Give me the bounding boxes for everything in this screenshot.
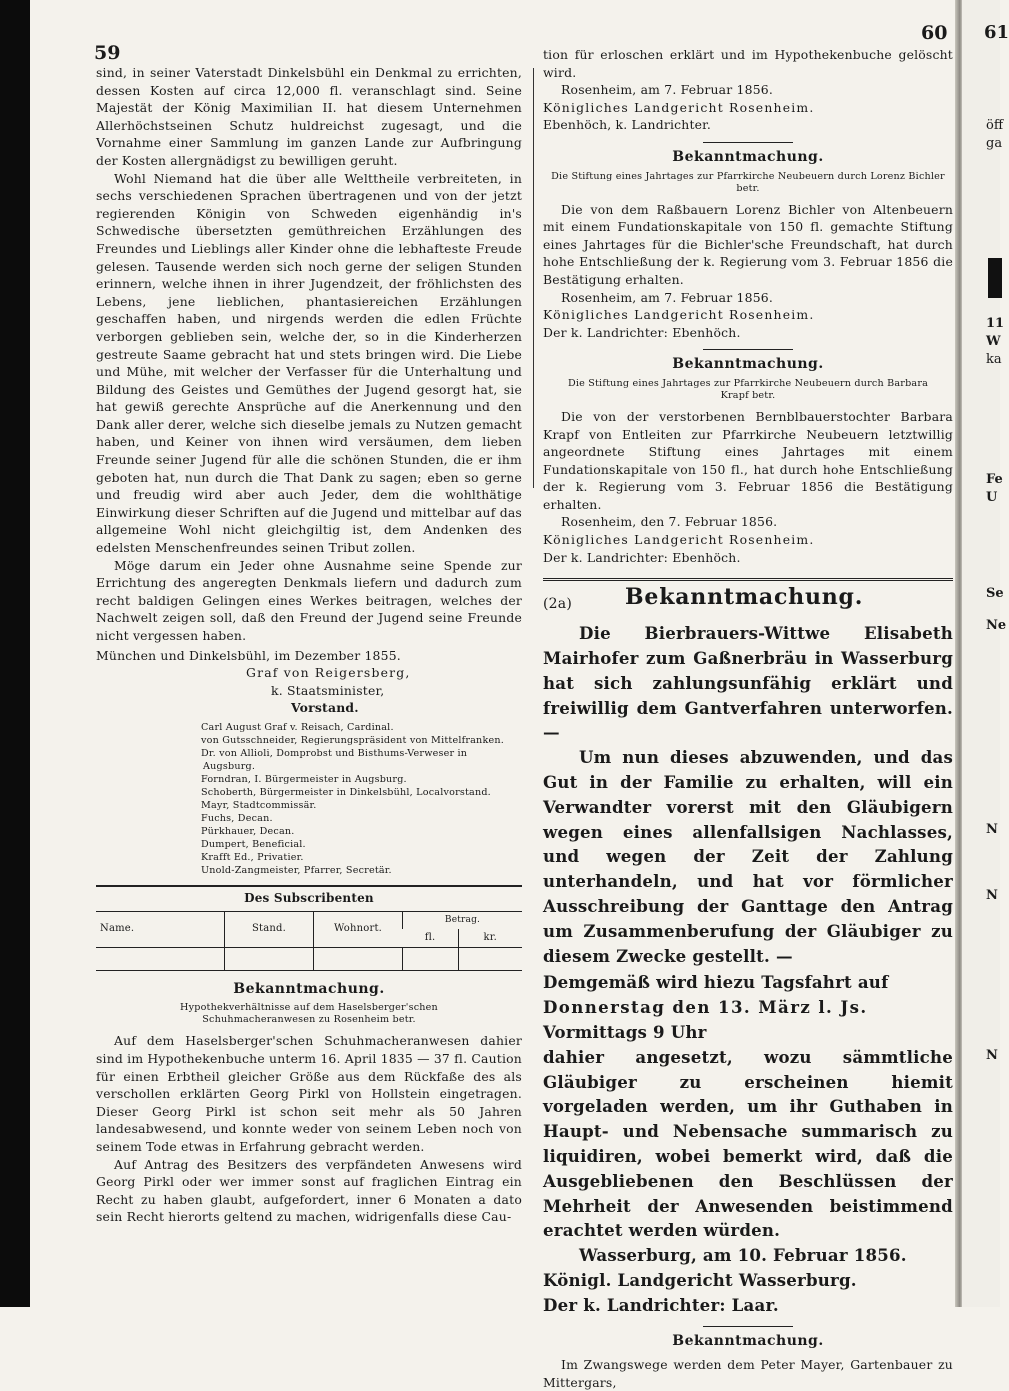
divider — [96, 970, 522, 971]
committee-member: Pürkhauer, Decan. — [201, 825, 295, 837]
committee-member: von Gutsschneider, Regierungspräsident von Mittelfranken. — [201, 734, 504, 746]
paragraph: tion für erloschen erklärt und im Hypothekenbuche gelöscht wird. — [543, 47, 953, 80]
court-name: Königliches Landgericht Rosenheim. — [543, 532, 815, 548]
subs-col-betrag: Betrag. — [403, 912, 523, 930]
committee-member: Forndran, I. Bürgermeister in Augsburg. — [201, 773, 407, 785]
divider — [96, 885, 522, 887]
next-page-fragment: ga — [986, 136, 1003, 151]
place-date: Wasserburg, am 10. Februar 1856. — [579, 1245, 907, 1266]
subs-cell — [403, 947, 459, 970]
next-page-fragment: N — [986, 822, 998, 837]
column-rule — [533, 68, 534, 488]
subs-cell — [96, 947, 225, 970]
paragraph: Auf dem Haselsberger'schen Schuhmacheranwesen dahier sind im Hypothekenbuche unterm 16. April 1835 — 37 fl. Caution für einen Erbtheil gleicher Größe aus dem Rückfaße des als verschollen erklärten Georg Pirkl von Hollstein eingetragen. Dieser Georg Pirkl ist schon seit mehr als 50 Jahren landesabwesend, und konnte weder von seinem Leben noch von seinem Tode etwas in Erfahrung gebracht werden. — [96, 1033, 522, 1154]
next-page-fragment: W — [986, 334, 1001, 349]
next-page-fragment: N — [986, 888, 998, 903]
next-page-fragment: N — [986, 1048, 998, 1063]
judge-name: Ebenhöch, k. Landrichter. — [543, 117, 712, 133]
next-page-fragment: Fe — [986, 472, 1003, 487]
committee-member: Fuchs, Decan. — [201, 812, 273, 824]
next-page-fragment: öff — [986, 118, 1004, 133]
committee-member: Carl August Graf v. Reisach, Cardinal. — [201, 721, 394, 733]
next-page-fragment: Se — [986, 586, 1004, 601]
court-name: Königliches Landgericht Rosenheim. — [543, 99, 815, 115]
subs-cell — [225, 947, 314, 970]
scan-border — [0, 0, 30, 1307]
committee-member: Dumpert, Beneficial. — [201, 838, 306, 850]
announcement-number: (2a) — [543, 596, 572, 613]
paragraph: Die von der verstorbenen Bernblbauerstochter Barbara Krapf von Entleiten zur Pfarrkirche Neubeuern letztwillig angeordnete Stiftung eines Jahrtages mit einem Fundationskapitale von 150 fl., hat durch hohe Entschließung der k. Regierung vom 3. Februar 1856 die Bestätigung erhalten. — [543, 408, 953, 512]
place-date: München und Dinkelsbühl, im Dezember 1855. — [96, 647, 401, 663]
hearing-time: Vormittags 9 Uhr — [543, 1022, 707, 1042]
divider — [703, 1326, 793, 1327]
hearing-date: Donnerstag den 13. März l. Js. — [543, 997, 868, 1018]
signature-name: Graf von Reigersberg, — [246, 665, 411, 681]
committee-member: Krafft Ed., Privatier. — [201, 851, 304, 863]
paragraph: Um nun dieses abzuwenden, und das Gut in der Familie zu erhalten, will ein Verwandter vorerst mit den Gläubigern wegen eines allenfallsigen Nachlasses, und wegen der Zeit der Zahlung unterhandeln, und hat vor förmlicher Ausschreibung der Ganttage den Antrag um Zusammenberufung der Gläubiger zu diesem Zwecke gestellt. — — [543, 747, 953, 966]
page-number-left: 59 — [94, 42, 121, 64]
subs-cell — [458, 947, 522, 970]
subs-col-name: Name. — [100, 923, 135, 935]
next-page-fragment: U — [986, 490, 998, 505]
page-number-right: 60 — [921, 22, 948, 44]
next-page-fragment: ka — [986, 352, 1002, 367]
place-date: Rosenheim, am 7. Februar 1856. — [561, 82, 774, 98]
divider — [703, 349, 793, 350]
court-name: Königl. Landgericht Wasserburg. — [543, 1269, 857, 1290]
announcement-heading: Bekanntmachung. — [672, 356, 824, 373]
signature-role: Vorstand. — [291, 700, 359, 716]
page-number-next: 61 — [984, 22, 1009, 43]
paragraph: Die Bierbrauers-Wittwe Elisabeth Mairhofer zum Gaßnerbräu in Wasserburg hat sich zahlungsunfähig erklärt und freiwillig dem Gantverfahren unterworfen. — — [543, 623, 953, 743]
next-page-edge — [962, 0, 1009, 1307]
announcement-heading: Bekanntmachung. — [625, 584, 864, 611]
committee-member: Unold-Zangmeister, Pfarrer, Secretär. — [201, 864, 392, 876]
announcement-heading: Bekanntmachung. — [672, 148, 824, 165]
announcement-heading: Bekanntmachung. — [233, 980, 385, 997]
right-column — [543, 46, 953, 1391]
announcement-subject: Die Stiftung eines Jahrtages zur Pfarrkirche Neubeuern durch Barbara Krapf betr. — [567, 377, 929, 401]
announcement-heading: Bekanntmachung. — [672, 1332, 824, 1349]
subs-col-wohnort: Wohnort. — [314, 912, 403, 948]
committee-list — [96, 721, 522, 877]
subs-col-kr: kr. — [458, 929, 522, 947]
subs-cell — [314, 947, 403, 970]
judge-name: Der k. Landrichter: Laar. — [543, 1294, 779, 1315]
paragraph: Wohl Niemand hat die über alle Welttheile verbreiteten, in sechs verschiedenen Sprachen übertragenen und von der jetzt regierenden Königin von Schweden eigenhändig in's Schwedische übersetzten gemüthreichen Erzählungen des Freundes und Lieblings aller Kinder ohne die lebhafteste Freude gelesen. Tausende werden sich noch gerne der seligen Stunden erinnern, welche ihnen in ihrer Jugendzeit, der fröhlichsten des Lebens, jene lieblichen, phantasiereichen Erzählungen geschaffen haben, und nirgends werden die edlen Früchte verborgen geblieben sein, welche der, so in die Kinderherzen gestreute Saame gebracht hat und stets bringen wird. Die Liebe und Mühe, mit welcher der Verfasser für die Unterhaltung und Bildung des Geistes und Gemüthes der Jugend gesorgt hat, sie hat gewiß gerechte Ansprüche auf die Anerkennung und den Dank aller derer, welche sich dieselbe jemals zu Nutzen gemacht haben, und Keiner von ihnen wird versäumen, dem lieben Freunde seiner Jugend für alle die schönen Stunden, die er ihm geboten hat, nun durch die That Dank zu sagen; eben so gerne und freudig wird aber auch Jeder, dem die wohlthätige Einwirkung dieser Schriften auf die Jugend und mittelbar auf das allgemeine Wohl nicht gleichgiltig ist, dem Andenken des edelsten Menschenfreundes seinen Tribut zollen. — [96, 170, 522, 556]
paragraph: Demgemäß wird hiezu Tagsfahrt auf — [543, 972, 889, 993]
paragraph: Im Zwangswege werden dem Peter Mayer, Gartenbauer zu Mittergars, — [543, 1357, 953, 1390]
paragraph: Die von dem Raßbauern Lorenz Bichler von Altenbeuern mit einem Fundationskapitale von 150 fl. gemachte Stiftung eines Jahrtages für die Bichler'sche Freundschaft, hat durch hohe Entschließung der k. Regierung vom 3. Februar 1856 die Bestätigung erhalten. — [543, 201, 953, 287]
judge-name: Der k. Landrichter: Ebenhöch. — [543, 549, 741, 565]
committee-member: Dr. von Allioli, Domprobst und Bisthums-Verweser in — [201, 747, 468, 759]
announcement-subject: Die Stiftung eines Jahrtages zur Pfarrkirche Neubeuern durch Lorenz Bichler betr. — [551, 170, 945, 194]
divider — [703, 142, 793, 143]
subs-col-fl: fl. — [424, 932, 436, 944]
subscription-table — [96, 912, 522, 970]
next-page-fragment: Ne — [986, 618, 1007, 633]
court-name: Königliches Landgericht Rosenheim. — [543, 307, 815, 323]
divider — [543, 578, 953, 581]
subs-col-stand: Stand. — [225, 912, 314, 948]
left-column — [96, 64, 522, 1226]
subscription-title: Des Subscribenten — [244, 890, 374, 905]
next-page-block — [988, 258, 1002, 298]
paragraph: dahier angesetzt, wozu sämmtliche Gläubiger zu erscheinen hiemit vorgeladen werden, um ihr Guthaben in Haupt- und Nebensache summarisch zu liquidiren, wobei bemerkt wird, daß die Ausgebliebenen den Beschlüssen der Mehrheit der Anwesenden beistimmend erachtet werden würden. — [543, 1046, 953, 1241]
judge-name: Der k. Landrichter: Ebenhöch. — [543, 324, 741, 340]
next-page-fragment: 11 — [986, 316, 1005, 331]
committee-member: Mayr, Stadtcommissär. — [201, 799, 317, 811]
paragraph: Auf Antrag des Besitzers des verpfändeten Anwesens wird Georg Pirkl oder wer immer sonst auf fraglichen Eintrag ein Recht zu haben glaubt, aufgefordert, inner 6 Monaten a dato sein Recht hierorts geltend zu machen, widrigenfalls diese Cau- — [96, 1156, 522, 1225]
committee-member: Schoberth, Bürgermeister in Dinkelsbühl, Localvorstand. — [201, 786, 491, 798]
announcement-header-row — [543, 584, 953, 621]
committee-member: Augsburg. — [203, 760, 256, 772]
place-date: Rosenheim, am 7. Februar 1856. — [561, 289, 774, 305]
signature-title: k. Staatsminister, — [271, 682, 385, 698]
announcement-subject: Hypothekverhältnisse auf dem Haselsberger'schen Schuhmacheranwesen zu Rosenheim betr. — [180, 1002, 438, 1026]
paragraph: Möge darum ein Jeder ohne Ausnahme seine Spende zur Errichtung des angeregten Denkmals liefern und dadurch zum recht baldigen Gelingen eines Werkes beitragen, welches der Nachwelt zeigen soll, daß den Freund der Jugend seine Freunde nicht vergessen haben. — [96, 557, 522, 643]
place-date: Rosenheim, den 7. Februar 1856. — [561, 514, 778, 530]
paragraph: sind, in seiner Vaterstadt Dinkelsbühl ein Denkmal zu errichten, dessen Kosten auf circa 12,000 fl. veranschlagt sind. Seine Majestät der König Maximilian II. hat diesem Unternehmen Allerhöchstseinen Schutz huldreichst zugesagt, und die Vornahme einer Sammlung im ganzen Lande zur Aufbringung der Kosten allergnädigst zu bewilligen geruht. — [96, 65, 522, 168]
